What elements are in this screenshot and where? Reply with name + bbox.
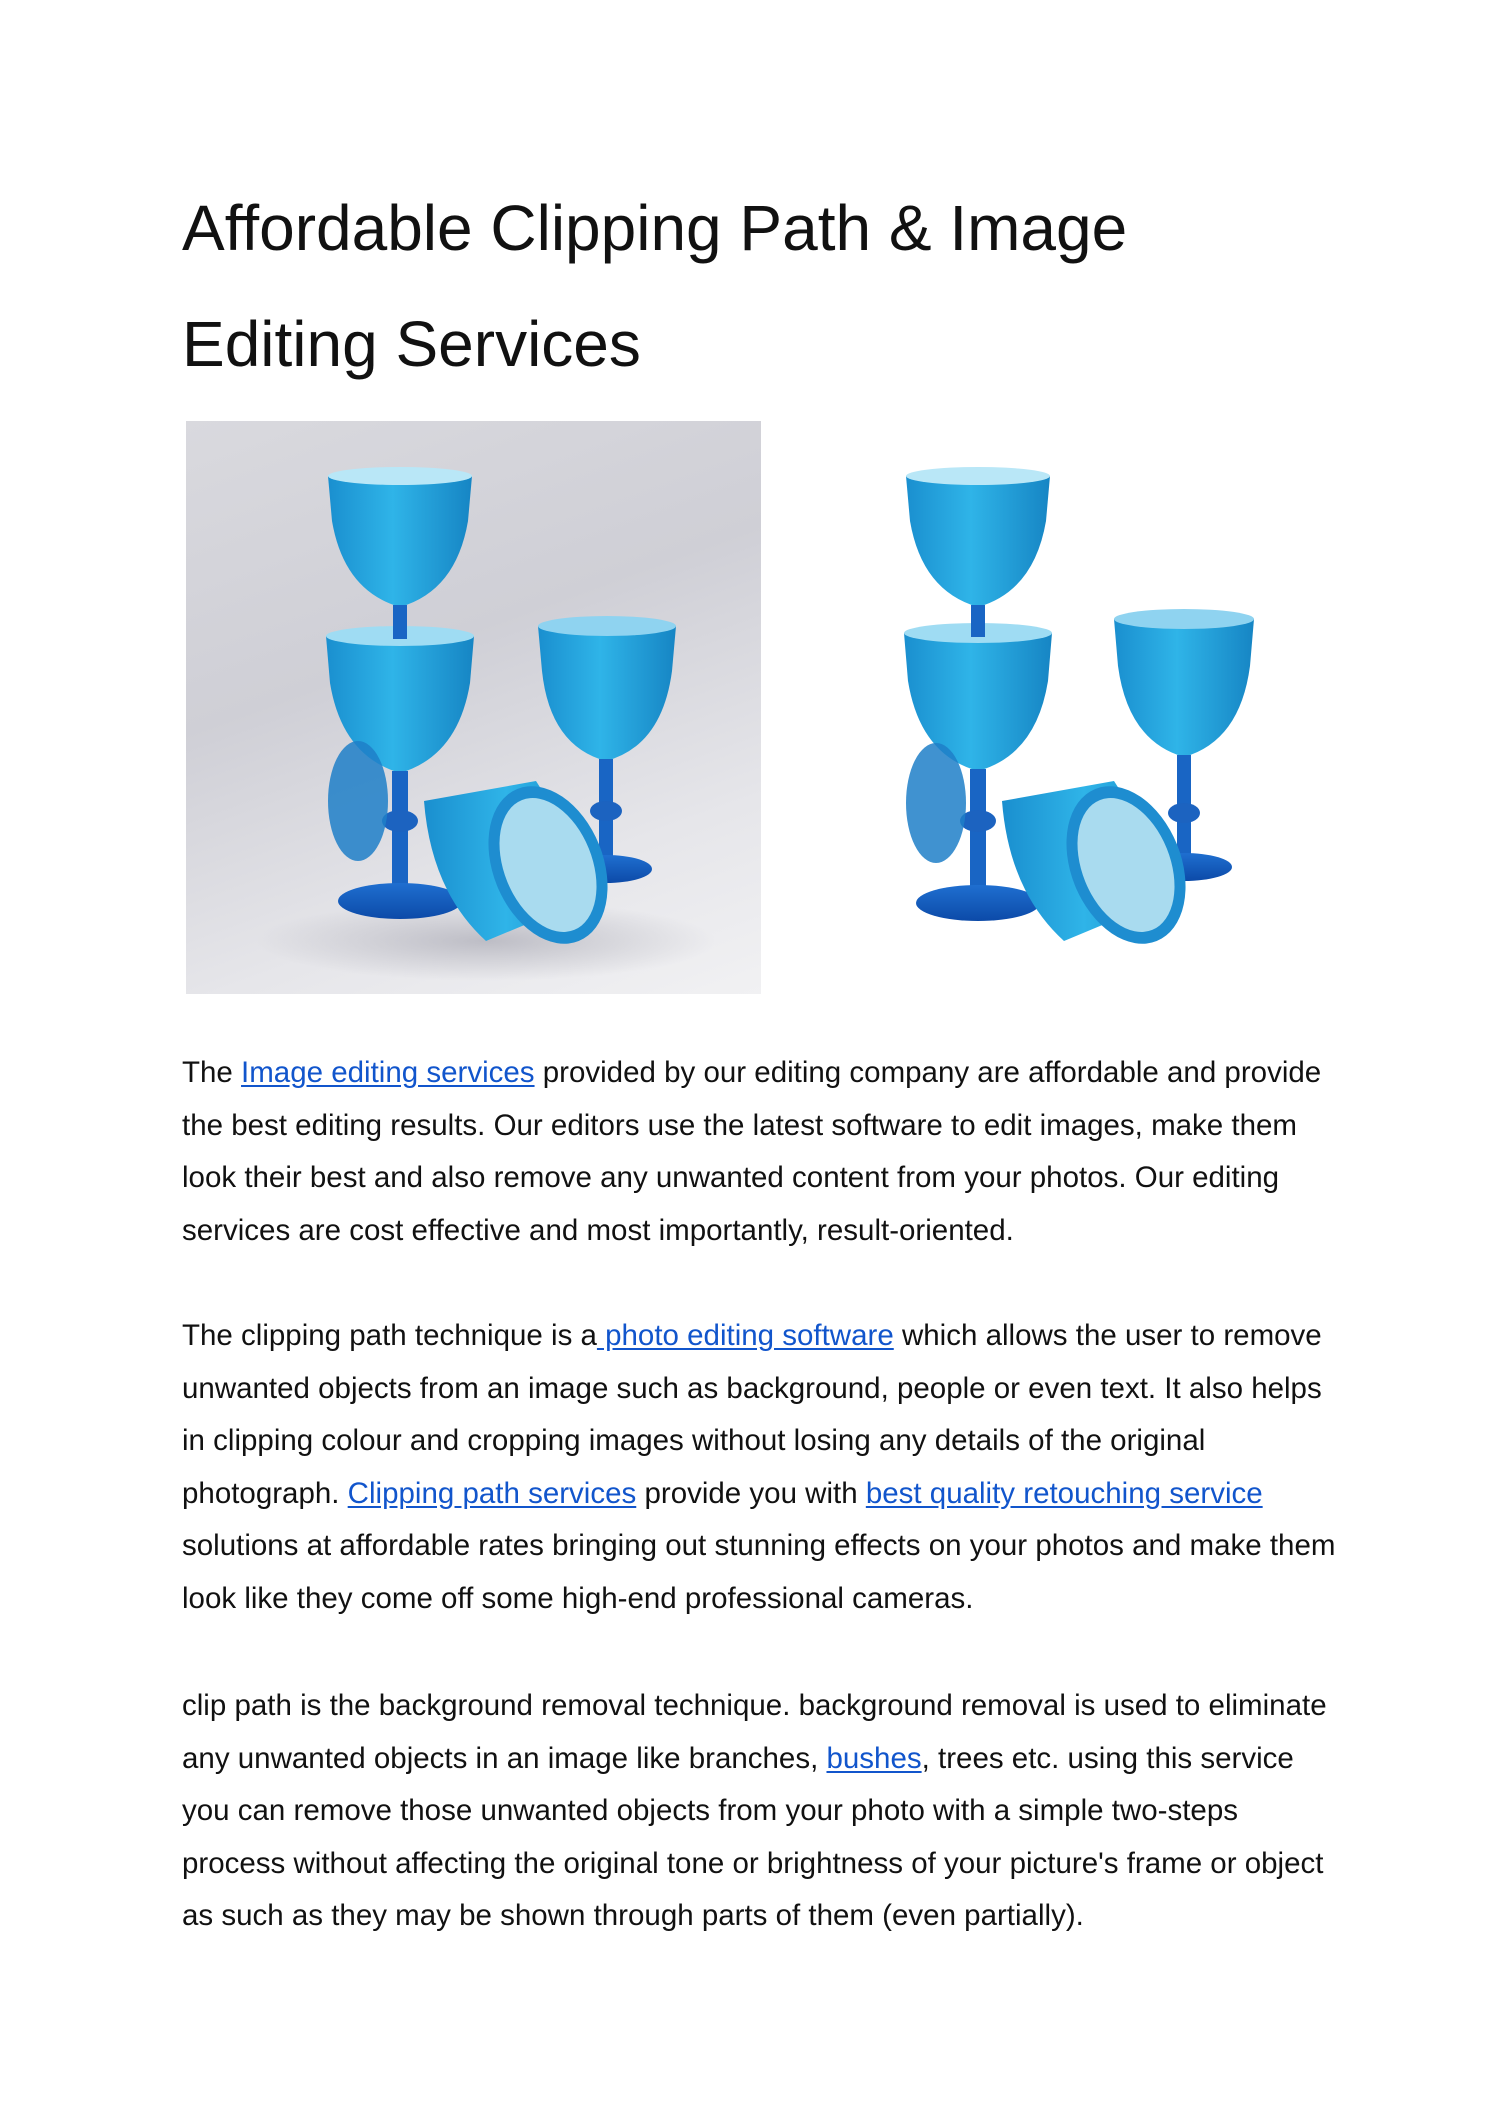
image-editing-services-link[interactable]: Image editing services bbox=[241, 1056, 535, 1089]
glass-left-top bbox=[906, 467, 1050, 637]
paragraph-clipping-path bbox=[182, 1310, 1342, 1625]
paragraph-bg-text-1: clip path is the background removal technique. background removal is used to eliminate any unwanted objects in an image like branches, bbox=[182, 1689, 1327, 1775]
bushes-link[interactable]: bushes bbox=[826, 1741, 922, 1775]
page-title-line-2: Editing Services bbox=[182, 308, 641, 380]
paragraph-clipping-text-2: which allows the user to remove unwanted objects from an image such as background, people or even text. It also helps in clipping colour and cropping images without losing any details of the original photograph. bbox=[182, 1319, 1322, 1510]
paragraph-background-removal bbox=[182, 1680, 1342, 1943]
paragraph-intro-text-1: The bbox=[182, 1056, 242, 1089]
page-title bbox=[182, 170, 1332, 402]
paragraph-clipping-text-1: The clipping path technique is a bbox=[182, 1319, 597, 1352]
page-title-line-1: Affordable Clipping Path & Image bbox=[182, 192, 1128, 264]
glass-left-top bbox=[328, 467, 472, 639]
before-photo bbox=[186, 421, 761, 994]
best-quality-retouching-service-link[interactable]: best quality retouching service bbox=[865, 1476, 1263, 1510]
paragraph-clipping-text-3: provide you with bbox=[636, 1476, 866, 1510]
paragraph-intro-text-2: provided by our editing company are affordable and provide the best editing results. Our editors use the latest software to edit images, make them look their best and also remove any unwanted content from your photos. Our editing services are cost effective and most importantly, result-oriented. bbox=[182, 1056, 1322, 1247]
glasses-illustration-after bbox=[862, 421, 1437, 994]
paragraph-clipping-text-4: solutions at affordable rates bringing out stunning effects on your photos and make them look like they come off some high-end professional cameras. bbox=[182, 1529, 1336, 1615]
paragraph-intro bbox=[182, 1047, 1342, 1257]
paragraph-bg-text-2: , trees etc. using this service you can remove those unwanted objects from your photo with a simple two-steps process without affecting the original tone or brightness of your picture's frame or object as such as they may be shown through parts of them (even partially). bbox=[182, 1741, 1324, 1932]
photo-editing-software-link[interactable]: photo editing software bbox=[596, 1319, 894, 1352]
glass-tipped bbox=[1002, 768, 1208, 961]
glasses-illustration-before bbox=[186, 421, 761, 994]
clipping-path-services-link[interactable]: Clipping path services bbox=[347, 1476, 637, 1510]
after-photo bbox=[862, 421, 1437, 994]
